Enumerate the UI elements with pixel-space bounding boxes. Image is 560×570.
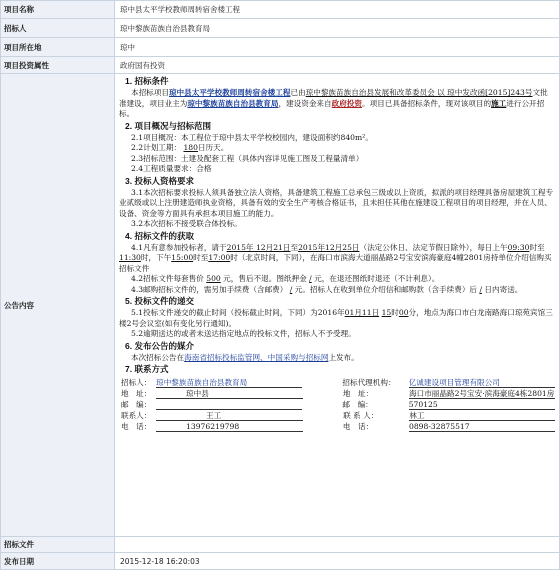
section-4-title: 4. 招标文件的获取 — [125, 230, 194, 241]
location-label: 项目所在地 — [1, 38, 115, 56]
row-project-name — [1, 1, 559, 19]
section-6-text: 本次招标公告在海南省招标投标监管网、中国采购与招标网上发布。 — [131, 352, 359, 362]
contact-row-tenderer: 招标人： 琼中黎族苗族自治县教育局 招标代理机构： 亿诚建设项目管理有限公司 — [119, 377, 555, 388]
section-2-4: 2.4工程质量要求：合格 — [131, 164, 212, 173]
agent-address: 海口市丽晶路2号宝安·滨海豪庭4栋2801房 — [409, 389, 555, 398]
agent-name: 亿诚建设项目管理有限公司 — [409, 377, 555, 388]
tenderer-value: 琼中黎族苗族自治县教育局 — [120, 23, 210, 33]
contact-row-address: 地 址： 琼中县 地 址： 海口市丽晶路2号宝安·滨海豪庭4栋2801房 — [121, 389, 555, 398]
section-5-title: 5. 投标文件的递交 — [125, 296, 194, 306]
tenderer-address: 琼中县 — [156, 388, 303, 399]
section-5-1: 5.1投标文件递交的截止时间（投标截止时间，下同）为2016年01月11日 15时00分，地点为海口市白龙南路海口琼苑宾馆三楼2号会议室(如有变化另行通知)。 — [119, 308, 553, 328]
tenderer-phone: 13976219798 — [156, 421, 303, 432]
notice-label: 公告内容 — [1, 74, 115, 536]
project-name-value: 琼中县太平学校教师周转宿舍楼工程 — [120, 5, 240, 14]
section-4-2: 4.2招标文件每套售价 500 元，售后不退。图纸押金 / 元，在退还图纸时退还（不计利息）。 — [131, 274, 440, 283]
row-investment — [1, 57, 559, 74]
tenderer-postcode — [156, 399, 302, 410]
section-3-title: 3. 投标人资格要求 — [125, 175, 194, 186]
tenderer-contact: 王工 — [156, 410, 303, 421]
section-7-title: 7. 联系方式 — [125, 364, 169, 374]
section-2-2: 2.2计划工期： 180日历天。 — [131, 143, 229, 152]
contact-row-postcode: 邮 编： 邮 编： 570125 — [119, 399, 555, 410]
section-4-3: 4.3邮购招标文件的，需另加手续费（含邮费） / 元。招标人在收到单位介绍信和邮购款（含手续费）后 / 日内寄送。 — [131, 284, 523, 294]
contact-row-phone: 电 话： 13976219798 电 话： 0898-32875517 — [119, 421, 555, 432]
investment-label: 项目投资属性 — [1, 57, 115, 73]
location-value: 琼中 — [120, 42, 135, 52]
agent-contact: 林工 — [409, 410, 555, 421]
publish-label: 发布日期 — [1, 553, 115, 569]
notice-content — [119, 75, 555, 432]
row-files — [1, 537, 559, 553]
files-value — [116, 537, 559, 552]
media-link[interactable]: 海南省招标投标监管网、中国采购与招标网 — [184, 352, 329, 362]
project-link: 琼中县太平学校教师周转宿舍楼工程 — [168, 88, 291, 97]
row-location — [1, 38, 559, 57]
section-3-2: 3.2本次招标不接受联合体投标。 — [131, 219, 242, 228]
publish-date: 2015-12-18 16:20:03 — [120, 556, 200, 566]
section-2-title: 2. 项目概况与招标范围 — [125, 120, 211, 131]
files-label: 招标文件 — [1, 537, 115, 552]
project-name-label: 项目名称 — [1, 1, 115, 18]
contact-block — [119, 377, 555, 432]
row-publish — [1, 553, 559, 569]
tenderer-label: 招标人 — [1, 19, 115, 37]
section-4-1: 4.1凡有意参加投标者，请于2015年 12月21日至2015年12月25日（法定公休日、法定节假日除外），每日上午09:30时至11:30时，下午15:00时至17:00时（北京时间，下同），在海口市滨海大道丽晶路2号宝安滨海豪庭4幢2801房持单位介绍信购买招标文件 — [119, 242, 552, 273]
section-1-title: 1. 招标条件 — [125, 76, 169, 86]
investment-value: 政府国有投资 — [120, 60, 165, 70]
agent-phone: 0898-32875517 — [409, 421, 555, 432]
section-2-3: 2.3招标范围：土建及配套工程（具体内容详见施工图及工程量清单） — [131, 153, 364, 163]
section-3-1: 3.1本次招标要求投标人须具备独立法人资格，具备建筑工程施工总承包三级或以上资质，拟派的项目经理具备房屋建筑工程专业贰级或以上注册建造师执业资格，具备有效的安全生产考核合格证书，且未担任其他在施建设工程项目的项目经理，并在人员、设备、资金等方面具有承担本项目施工的能力。 — [119, 187, 554, 218]
row-tenderer — [1, 19, 559, 38]
section-6-title: 6. 发布公告的媒介 — [125, 340, 194, 351]
section-5-2: 5.2逾期送达的或者未送达指定地点的投标文件，招标人不予受理。 — [131, 329, 356, 338]
section-2-1: 2.1项目概况：本工程位于琼中县太平学校校园内，建设面积约840m²。 — [131, 132, 373, 142]
tenderer-name: 琼中黎族苗族自治县教育局 — [156, 377, 302, 388]
section-1-text: 本招标项目琼中县太平学校教师周转宿舍楼工程已由琼中黎族苗族自治县发展和改革委员会 以 琼中发改函[2015]243号文批准建设，项目业主为琼中黎族苗族自治县教育局，建设资金来自政府投资。项目已具备招标条件，现对该项目的施工进行公开招标。 — [119, 88, 548, 118]
contact-row-person: 联系人： 王工 联 系 人： 林工 — [119, 410, 555, 421]
agent-postcode: 570125 — [409, 399, 555, 410]
